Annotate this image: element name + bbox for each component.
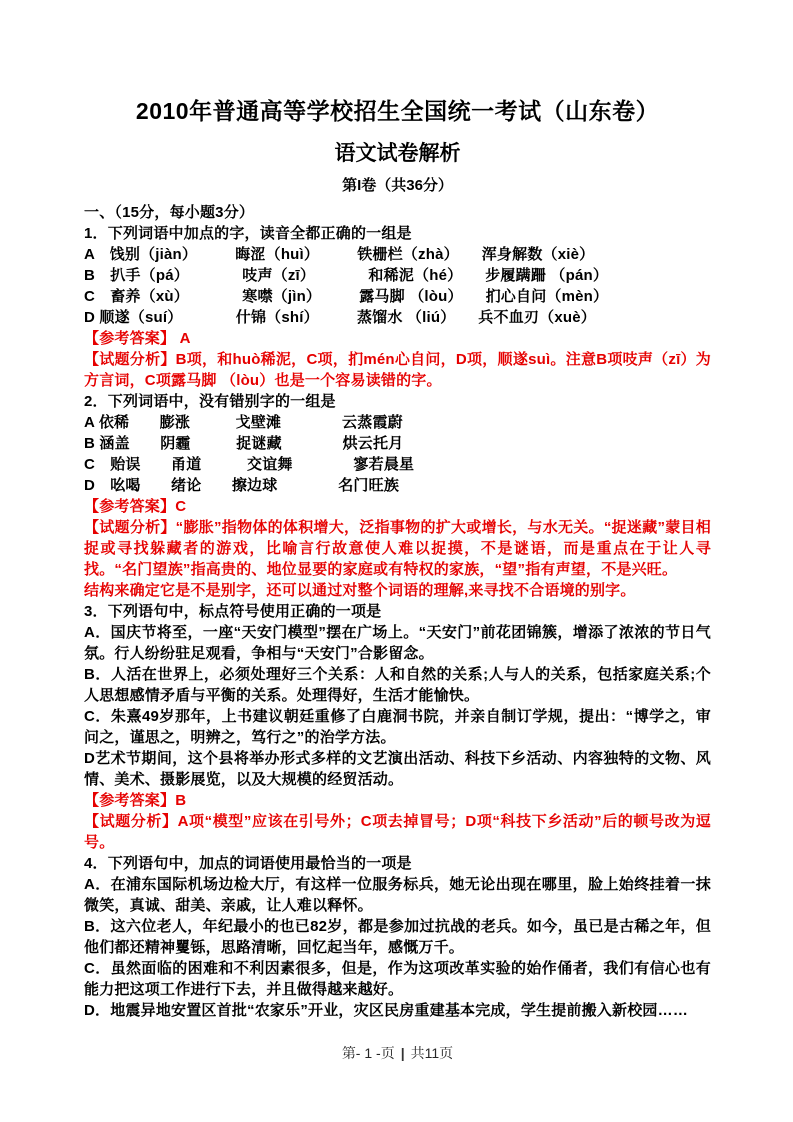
question-1-option-a: A 饯别（jiàn） 晦涩（huì） 铁栅栏（zhà） 浑身解数（xiè） xyxy=(84,246,595,263)
question-2-analysis: 【试题分析】“膨胀”指物体的体积增大，泛指事物的扩大或增长，与水无关。“捉迷藏”蒙目相捉或寻找躲藏者的游戏，比喻言行故意使人难以捉摸，不是谜语，而是重点在于让人寻找。“名门望族”指高贵的、地位显要的家庭或有特权的家族，“望”指有声望，不是兴旺。 xyxy=(84,519,711,578)
page-title: 2010年普通高等学校招生全国统一考试（山东卷） xyxy=(135,98,660,124)
question-block-4 xyxy=(84,853,711,1021)
question-1-option-d: D 顺遂（suí） 什锦（shí） 蒸馏水 （liú） 兵不血刃（xuè） xyxy=(84,309,596,326)
question-2-analysis-continuation: 结构来确定它是不是别字，还可以通过对整个词语的理解,来寻找不合语境的别字。 xyxy=(84,582,636,599)
question-4-option-d: D．地震异地安置区首批“农家乐”开业，灾区民房重建基本完成，学生提前搬入新校园…… xyxy=(84,1002,689,1019)
question-2-option-a: A 依稀 膨涨 戈壁滩 云蒸霞蔚 xyxy=(84,414,403,431)
question-1-option-c: C 畜养（xù） 寒噤（jìn） 露马脚 （lòu） 扪心自问（mèn） xyxy=(84,288,609,305)
question-3-stem: 3．下列语句中，标点符号使用正确的一项是 xyxy=(84,603,382,620)
question-1-analysis: 【试题分析】B项，和huò稀泥，C项，扪mén心自问，D项，顺遂suì。注意B项吱声（zī）为方言词，C项露马脚 （lòu）也是一个容易读错的字。 xyxy=(84,351,711,389)
question-3-option-b: B．人活在世界上，必须处理好三个关系：人和自然的关系;人与人的关系，包括家庭关系;个人思想感情矛盾与平衡的关系。处理得好，生活才能愉快。 xyxy=(84,666,711,704)
footer-current-page: 第- 1 -页 xyxy=(341,1045,395,1061)
question-3-analysis: 【试题分析】A项“模型”应该在引号外；C项去掉冒号；D项“科技下乡活动”后的顿号改为逗号。 xyxy=(84,813,711,851)
footer-total-pages: 共11页 xyxy=(410,1045,454,1061)
question-2-option-d: D 吆喝 绪论 擦边球 名门旺族 xyxy=(84,477,400,494)
section-note: 一、（15分，每小题3分） xyxy=(84,204,255,221)
question-block-2 xyxy=(84,391,711,601)
question-1-option-b: B 扒手（pá） 吱声（zī） 和稀泥（hé） 步履蹒跚 （pán） xyxy=(84,267,609,284)
footer-separator: | xyxy=(400,1045,405,1061)
question-4-stem: 4．下列语句中，加点的词语使用最恰当的一项是 xyxy=(84,855,412,872)
volume-header: 第I卷（共36分） xyxy=(342,177,453,194)
question-block-1 xyxy=(84,223,711,391)
question-2-answer: 【参考答案】C xyxy=(84,498,187,515)
question-1-answer: 【参考答案】 A xyxy=(84,330,191,347)
question-3-option-c: C．朱熹49岁那年，上书建议朝廷重修了白鹿洞书院，并亲自制订学规，提出：“博学之，审问之，谨思之，明辨之，笃行之”的治学方法。 xyxy=(84,708,711,746)
question-4-option-b: B．这六位老人，年纪最小的也已82岁，都是参加过抗战的老兵。如今，虽已是古稀之年，但他们都还精神矍铄，思路清晰，回忆起当年，感慨万千。 xyxy=(84,918,711,956)
question-4-option-a: A．在浦东国际机场边检大厅，有这样一位服务标兵，她无论出现在哪里，脸上始终挂着一抹微笑，真诚、甜美、亲戚，让人难以释怀。 xyxy=(84,876,711,914)
page-subtitle: 语文试卷解析 xyxy=(334,142,461,165)
question-3-option-d: D艺术节期间，这个县将举办形式多样的文艺演出活动、科技下乡活动、内容独特的文物、风情、美术、摄影展览，以及大规模的经贸活动。 xyxy=(84,750,711,788)
page-footer xyxy=(84,1043,711,1063)
question-2-stem: 2．下列词语中，没有错别字的一组是 xyxy=(84,393,336,410)
exam-body xyxy=(84,202,711,1021)
question-4-option-c: C．虽然面临的困难和不利因素很多，但是，作为这项改革实验的始作俑者，我们有信心也有能力把这项工作进行下去，并且做得越来越好。 xyxy=(84,960,711,998)
question-1-stem: 1．下列词语中加点的字，读音全都正确的一组是 xyxy=(84,225,412,242)
question-3-answer: 【参考答案】B xyxy=(84,792,187,809)
question-2-option-c: C 贻误 甬道 交谊舞 寥若晨星 xyxy=(84,456,415,473)
question-2-option-b: B 涵盖 阴霾 捉谜藏 烘云托月 xyxy=(84,435,404,452)
question-3-option-a: A．国庆节将至，一座“天安门模型”摆在广场上。“天安门”前花团锦簇，增添了浓浓的节日气氛。行人纷纷驻足观看，争相与“天安门”合影留念。 xyxy=(84,624,711,662)
question-block-3 xyxy=(84,601,711,853)
